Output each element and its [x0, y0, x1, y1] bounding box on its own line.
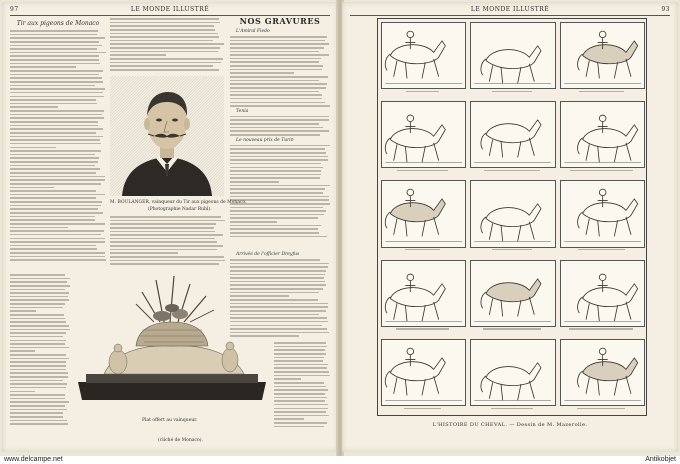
text-line	[230, 51, 319, 53]
text-line	[110, 65, 213, 67]
text-line	[10, 106, 58, 108]
subhead-1: L'Amiral Fiedo	[236, 29, 270, 34]
text-line	[10, 416, 63, 418]
text-line	[230, 94, 322, 96]
text-line	[10, 343, 65, 345]
text-line	[10, 227, 68, 229]
text-line	[230, 152, 326, 154]
text-line	[10, 310, 36, 312]
cartoon-panel-caption-line	[560, 327, 643, 332]
cartoon-panel-caption-line	[470, 89, 553, 94]
horse-sketch	[382, 23, 465, 88]
middle-text-bottom	[110, 216, 226, 265]
text-line	[10, 161, 98, 163]
horse-sketch	[561, 181, 644, 246]
horse-sketch	[561, 261, 644, 326]
text-line	[110, 36, 219, 38]
text-line	[230, 119, 329, 121]
cartoon-panel-caption-line	[381, 406, 464, 411]
portrait-caption: M. BOULANGER, vainqueur du Tir aux pigeons de Monaco.	[110, 200, 247, 205]
text-line	[10, 238, 105, 240]
cartoon-panel	[560, 22, 645, 89]
sculpture-caption: Plat offert au vainqueur.	[142, 418, 198, 423]
text-line	[274, 375, 330, 377]
text-line	[230, 36, 327, 38]
text-line	[110, 256, 224, 258]
sculpture-engraving	[74, 274, 270, 414]
text-line	[230, 130, 329, 132]
text-line	[274, 397, 327, 399]
section-body-text-2	[230, 116, 330, 136]
horse-sketch	[382, 102, 465, 167]
cartoon-panel	[470, 22, 555, 89]
text-line	[230, 134, 320, 136]
cartoon-panel	[470, 260, 555, 327]
text-line	[10, 307, 63, 309]
middle-text-top	[110, 18, 226, 71]
cartoon-panel-caption-line	[381, 248, 464, 253]
cartoon-panel	[381, 101, 466, 168]
text-line	[10, 179, 105, 181]
text-line	[230, 185, 330, 187]
text-line	[110, 249, 217, 251]
left-column-1-lower	[10, 274, 70, 427]
text-line	[274, 346, 327, 348]
text-line	[110, 33, 218, 35]
text-line	[10, 208, 98, 210]
text-line	[10, 387, 66, 389]
text-line	[274, 415, 329, 417]
text-line	[10, 350, 35, 352]
subhead-4: Arrivée de l'officier Dreyfus	[236, 252, 300, 257]
text-line	[10, 340, 66, 342]
text-line	[274, 422, 327, 424]
text-line	[10, 55, 99, 57]
text-line	[230, 91, 319, 93]
text-line	[10, 139, 100, 141]
left-page	[2, 2, 338, 452]
text-line	[230, 174, 321, 176]
text-line	[10, 329, 70, 331]
horse-sketch	[471, 23, 554, 88]
text-line	[10, 132, 96, 134]
cartoon-panel	[381, 22, 466, 89]
cartoon-panel	[470, 339, 555, 406]
lower-left-text	[10, 274, 70, 425]
text-line	[10, 212, 103, 214]
text-line	[10, 409, 67, 411]
text-line	[10, 354, 66, 356]
left-column-2-top	[110, 18, 226, 73]
text-line	[110, 69, 219, 71]
text-line	[230, 210, 326, 212]
text-line	[230, 47, 324, 49]
cartoon-panel	[381, 339, 466, 406]
text-line	[10, 201, 102, 203]
text-line	[230, 228, 318, 230]
text-line	[10, 172, 96, 174]
sculpture-credit: (cliché de Monaco).	[158, 438, 203, 443]
text-line	[230, 236, 327, 238]
text-line	[10, 143, 101, 145]
text-line	[10, 150, 101, 152]
text-line	[110, 58, 223, 60]
text-line	[230, 221, 277, 223]
cartoon-panel	[560, 180, 645, 247]
text-line	[10, 88, 105, 90]
text-line	[10, 314, 64, 316]
cartoon-panel-caption-line	[560, 89, 643, 94]
text-line	[10, 358, 69, 360]
text-line	[10, 278, 70, 280]
text-line	[10, 121, 98, 123]
text-line	[10, 259, 106, 261]
text-line	[10, 99, 96, 101]
text-line	[10, 252, 105, 254]
text-line	[10, 30, 98, 32]
text-line	[10, 63, 100, 65]
text-line	[10, 117, 104, 119]
text-line	[230, 270, 326, 272]
text-line	[10, 96, 104, 98]
text-line	[10, 372, 68, 374]
cartoon-panel	[560, 260, 645, 327]
text-line	[110, 40, 213, 42]
text-line	[230, 167, 323, 169]
cartoon-panel	[381, 180, 466, 247]
text-line	[274, 357, 324, 359]
cartoon-grid-caption: L'HISTOIRE DU CHEVAL. — Dessin de M. Mazerolle.	[432, 422, 588, 428]
text-line	[10, 48, 97, 50]
text-line	[10, 45, 102, 47]
text-line	[10, 197, 96, 199]
text-line	[230, 127, 323, 129]
trophy-illustration	[74, 274, 270, 414]
text-line	[274, 411, 326, 413]
text-line	[10, 347, 69, 349]
text-line	[10, 219, 95, 221]
text-line	[230, 54, 329, 56]
text-line	[230, 188, 325, 190]
subhead-3: Le nouveau prix de Turin	[236, 137, 294, 143]
text-line	[274, 342, 326, 344]
section-body-text-1	[230, 36, 330, 107]
text-line	[230, 105, 330, 107]
horse-sketch	[561, 102, 644, 167]
text-line	[230, 148, 325, 150]
horse-sketch	[471, 102, 554, 167]
text-line	[230, 170, 321, 172]
text-line	[10, 147, 56, 149]
text-line	[10, 194, 105, 196]
text-line	[230, 76, 328, 78]
text-line	[230, 192, 323, 194]
text-line	[10, 376, 68, 378]
text-line	[110, 252, 178, 254]
text-line	[110, 227, 214, 229]
text-line	[10, 369, 66, 371]
text-line	[230, 159, 328, 161]
text-line	[110, 234, 223, 236]
article-body-text	[10, 30, 106, 261]
text-line	[10, 423, 68, 425]
text-line	[230, 116, 329, 118]
right-page-number: 93	[661, 6, 670, 13]
text-line	[10, 165, 95, 167]
horse-sketch	[471, 340, 554, 405]
section-heading: NOS GRAVURES	[239, 16, 321, 26]
text-line	[110, 22, 220, 24]
text-line	[274, 360, 323, 362]
text-line	[230, 214, 324, 216]
text-line	[110, 238, 215, 240]
text-line	[274, 371, 329, 373]
article-heading: Tir aux pigeons de Monaco	[16, 20, 100, 27]
text-line	[110, 260, 225, 262]
text-line	[10, 34, 97, 36]
left-running-title: LE MONDE ILLUSTRÉ	[130, 6, 210, 13]
left-column-3-bottom	[274, 342, 330, 429]
text-line	[10, 405, 65, 407]
text-line	[230, 259, 320, 261]
text-line	[10, 325, 69, 327]
text-line	[110, 245, 223, 247]
text-line	[110, 263, 219, 265]
text-line	[10, 81, 103, 83]
text-line	[274, 418, 304, 420]
text-line	[110, 29, 215, 31]
text-line	[10, 59, 99, 61]
text-line	[10, 37, 105, 39]
text-line	[10, 190, 96, 192]
text-line	[274, 393, 325, 395]
text-line	[230, 207, 323, 209]
text-line	[10, 420, 67, 422]
portrait-engraving	[110, 76, 224, 196]
text-line	[110, 62, 221, 64]
text-line	[10, 365, 66, 367]
text-line	[10, 336, 63, 338]
text-line	[274, 382, 324, 384]
text-line	[230, 266, 328, 268]
left-column-3	[230, 16, 330, 239]
text-line	[10, 296, 68, 298]
text-line	[10, 205, 101, 207]
text-line	[230, 225, 321, 227]
cartoon-panel	[381, 260, 466, 327]
text-line	[110, 216, 221, 218]
text-line	[110, 54, 166, 56]
text-line	[10, 318, 65, 320]
text-line	[10, 361, 66, 363]
text-line	[230, 40, 325, 42]
text-line	[10, 70, 103, 72]
left-page-number: 97	[10, 6, 19, 13]
text-line	[10, 77, 102, 79]
cartoon-panel	[560, 339, 645, 406]
text-line	[10, 299, 69, 301]
text-line	[10, 103, 97, 105]
text-line	[10, 176, 105, 178]
cartoon-panel-caption-line	[560, 406, 643, 411]
text-line	[230, 87, 326, 89]
footer-right-watermark: Antikobjet	[645, 456, 676, 463]
cartoon-panel	[470, 101, 555, 168]
text-line	[274, 400, 325, 402]
text-line	[230, 72, 294, 74]
horse-sketch	[471, 261, 554, 326]
text-line	[230, 232, 319, 234]
text-line	[230, 65, 323, 67]
text-line	[230, 58, 321, 60]
left-column-1	[10, 18, 106, 263]
text-line	[274, 349, 325, 351]
left-column-2-mid	[110, 216, 226, 267]
left-running-head	[10, 5, 330, 16]
text-line	[230, 123, 319, 125]
text-line	[230, 163, 321, 165]
text-line	[10, 303, 65, 305]
cartoon-panel-caption-line	[470, 327, 553, 332]
text-line	[10, 274, 65, 276]
text-line	[10, 154, 95, 156]
text-line	[10, 230, 104, 232]
text-line	[274, 367, 327, 369]
text-line	[110, 220, 225, 222]
cartoon-panel-caption-line	[381, 89, 464, 94]
section-body-text-3	[230, 145, 330, 238]
text-line	[274, 364, 328, 366]
cartoon-panel-caption-line	[381, 327, 464, 332]
portrait-credit: (Photographie Nadar Ruhl).	[148, 207, 212, 212]
text-line	[274, 408, 328, 410]
text-line	[110, 18, 219, 20]
right-running-head	[350, 5, 670, 16]
text-line	[10, 216, 95, 218]
cartoon-panel	[470, 180, 555, 247]
text-line	[10, 41, 99, 43]
text-line	[10, 66, 76, 68]
text-line	[230, 69, 322, 71]
text-line	[230, 181, 279, 183]
text-line	[10, 85, 95, 87]
portrait-illustration	[110, 76, 224, 196]
cartoon-panel-caption-line	[560, 248, 643, 253]
cartoon-panel	[560, 101, 645, 168]
text-line	[274, 378, 301, 380]
text-line	[274, 426, 324, 428]
text-line	[10, 332, 66, 334]
text-line	[230, 98, 322, 100]
text-line	[10, 292, 69, 294]
text-line	[10, 74, 99, 76]
text-line	[230, 156, 328, 158]
text-line	[10, 168, 100, 170]
text-line	[110, 231, 215, 233]
text-line	[10, 125, 98, 127]
text-line	[10, 114, 102, 116]
cartoon-grid	[377, 18, 647, 416]
cartoon-panel-caption-line	[381, 168, 464, 173]
text-line	[10, 248, 97, 250]
text-line	[10, 110, 104, 112]
text-line	[230, 102, 325, 104]
text-line	[10, 128, 103, 130]
text-line	[274, 389, 328, 391]
text-line	[10, 183, 101, 185]
text-line	[230, 177, 320, 179]
cartoon-panel-caption-line	[470, 168, 553, 173]
text-line	[230, 61, 319, 63]
horse-sketch	[382, 340, 465, 405]
horse-sketch	[561, 23, 644, 88]
text-line	[10, 157, 99, 159]
text-line	[10, 412, 63, 414]
text-line	[10, 223, 105, 225]
text-line	[274, 404, 328, 406]
text-line	[10, 245, 96, 247]
right-running-title: LE MONDE ILLUSTRÉ	[470, 6, 550, 13]
text-line	[10, 136, 103, 138]
page-footer	[0, 456, 680, 464]
text-line	[230, 43, 329, 45]
text-line	[230, 83, 327, 85]
text-line	[110, 47, 220, 49]
text-line	[10, 394, 65, 396]
horse-sketch	[471, 181, 554, 246]
text-line	[110, 223, 216, 225]
text-line	[110, 51, 218, 53]
text-line	[230, 263, 329, 265]
text-line	[230, 145, 330, 147]
text-line	[274, 353, 326, 355]
text-line	[10, 281, 67, 283]
text-line	[10, 380, 63, 382]
text-line	[274, 386, 326, 388]
text-line	[10, 401, 69, 403]
cartoon-panel-caption-line	[470, 248, 553, 253]
text-line	[10, 92, 103, 94]
subhead-2: Tenia	[236, 108, 249, 114]
horse-sketch	[561, 340, 644, 405]
lower-right-text	[274, 342, 330, 427]
text-line	[230, 80, 319, 82]
text-line	[10, 391, 35, 393]
text-line	[10, 383, 67, 385]
text-line	[110, 25, 214, 27]
text-line	[10, 241, 105, 243]
text-line	[10, 256, 105, 258]
text-line	[10, 52, 106, 54]
text-line	[10, 289, 65, 291]
right-page	[342, 2, 678, 452]
text-line	[10, 187, 54, 189]
horse-sketch	[382, 261, 465, 326]
text-line	[110, 43, 224, 45]
footer-left-watermark: www.delcampe.net	[4, 456, 63, 463]
cartoon-panel-caption-line	[470, 406, 553, 411]
text-line	[110, 241, 217, 243]
text-line	[10, 285, 70, 287]
horse-sketch	[382, 181, 465, 246]
text-line	[230, 217, 318, 219]
text-line	[10, 234, 101, 236]
cartoon-panel-caption-line	[560, 168, 643, 173]
text-line	[10, 321, 66, 323]
text-line	[230, 196, 329, 198]
text-line	[10, 398, 65, 400]
